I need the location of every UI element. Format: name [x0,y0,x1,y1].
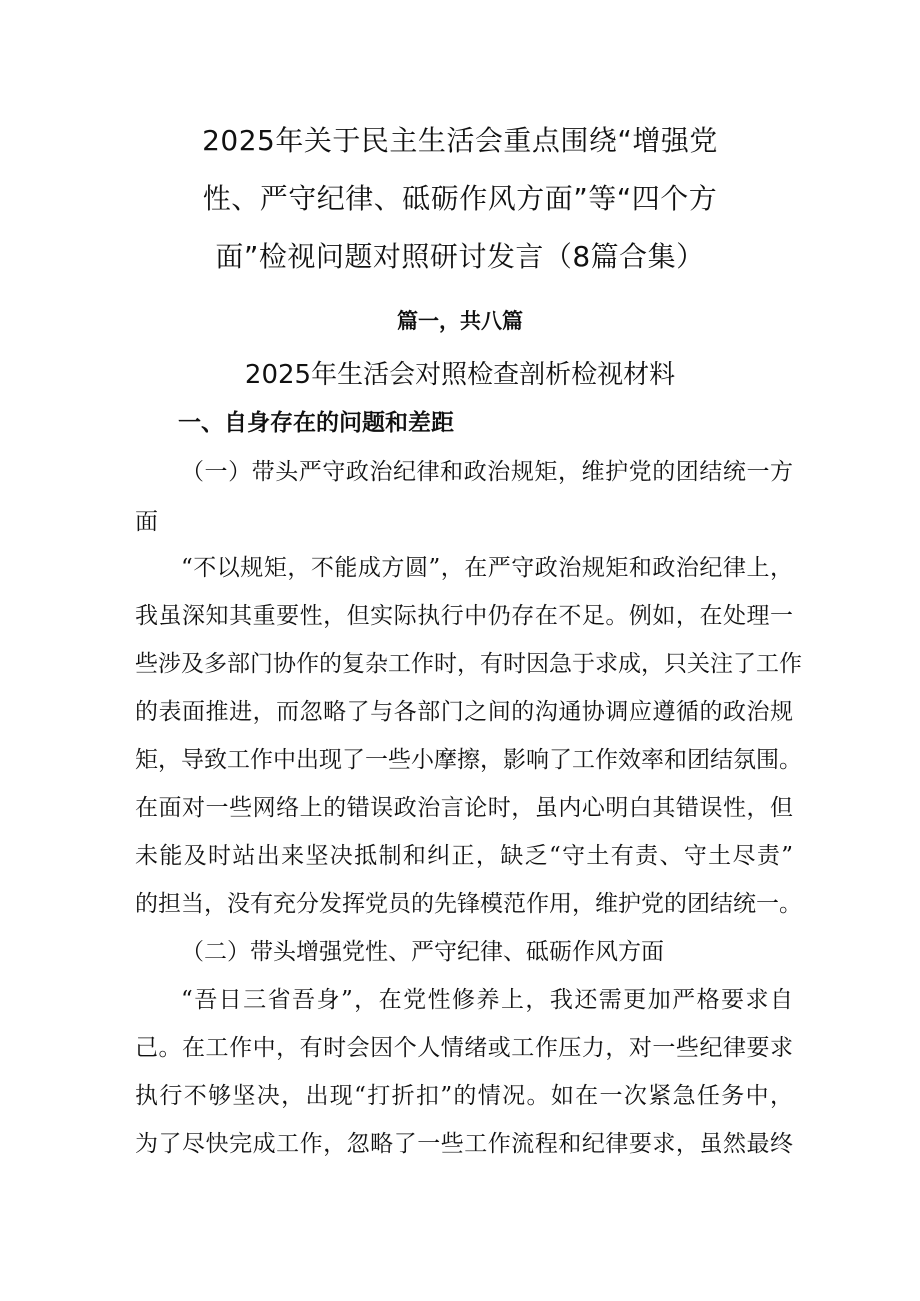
paragraph-line: 的表面推进，而忽略了与各部门之间的沟通协调应遵循的政治规 [135,699,793,725]
paragraph-line: 的担当，没有充分发挥党员的先锋模范作用，维护党的团结统一。 [135,891,802,917]
article-title: 2025年生活会对照检查剖析检视材料 [244,360,676,390]
document-title-line-2: 性、严守纪律、砥砺作风方面”等“四个方 [202,182,718,215]
paragraph-line: 我虽深知其重要性，但实际执行中仍存在不足。例如，在处理一 [135,603,793,629]
paragraph-line: 为了尽快完成工作，忽略了一些工作流程和纪律要求，虽然最终 [135,1131,793,1157]
paragraph-line: “不以规矩，不能成方圆”，在严守政治规矩和政治纪律上， [181,555,793,581]
document-title-line-1: 2025年关于民主生活会重点围绕“增强党 [202,124,718,157]
paragraph-line: 未能及时站出来坚决抵制和纠正，缺乏“守土有责、守土尽责” [135,843,793,869]
subsection-heading-1-line-2: 面 [135,509,158,535]
paragraph-line: 些涉及多部门协作的复杂工作时，有时因急于求成，只关注了工作 [135,651,802,677]
section-heading: 一、自身存在的问题和差距 [178,410,454,436]
paragraph-line: 在面对一些网络上的错误政治言论时，虽内心明白其错误性，但 [135,795,793,821]
paragraph-line: 矩，导致工作中出现了一些小摩擦，影响了工作效率和团结氛围。 [135,747,802,773]
subsection-heading-1-line-1: （一）带头严守政治纪律和政治规矩，维护党的团结统一方 [181,459,793,485]
document-title [120,112,800,286]
paragraph-line: “吾日三省吾身”，在党性修养上，我还需更加严格要求自 [181,987,793,1013]
paragraph-line: 己。在工作中，有时会因个人情绪或工作压力，对一些纪律要求 [135,1035,793,1061]
subsection-heading-2: （二）带头增强党性、严守纪律、砥砺作风方面 [181,939,664,965]
document-title-line-3: 面”检视问题对照研讨发言（8篇合集） [215,240,705,273]
paragraph-line: 执行不够坚决，出现“打折扣”的情况。如在一次紧急任务中， [135,1083,793,1109]
article-index: 篇一，共八篇 [397,308,523,333]
